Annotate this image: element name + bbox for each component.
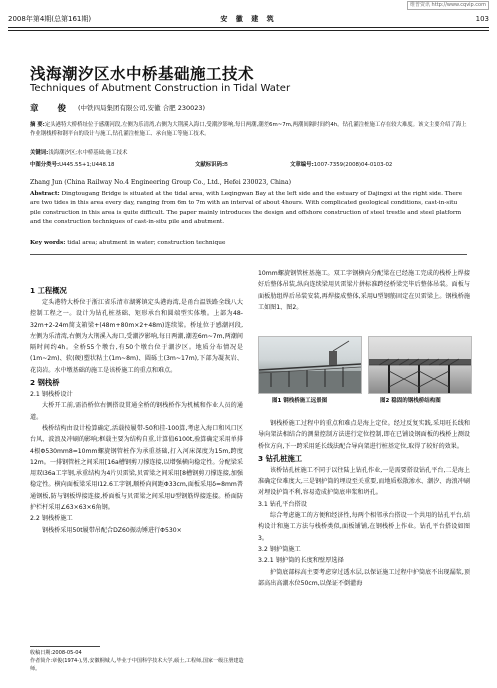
header-rule-thin <box>8 30 489 31</box>
doc-code: 文献标识码:B <box>195 162 228 168</box>
author-bio: 作者简介:章俊(1974-),男,安徽桐城人,毕业于中国科学技术大学,硕士,工程师,国家一级注册建造师。 <box>30 658 244 673</box>
subsection-heading: 3.1 钻孔平台搭设 <box>258 500 307 508</box>
subsection-heading: 3.2.1 钢护筒的长度和壁厚选择 <box>258 557 344 565</box>
body-paragraph: 10mm螺旋钢管桩基施工。双工字钢横向分配梁在已经施工完成的栈桥上焊接好后整体吊装,纵向连续梁用贝雷梁片拼标准跨径桥梁完毕后整体吊装。面板与面板肋组焊后吊装安装,再焊接成整体,采用U型钢筋固定在贝雷梁上。钢栈桥施工如图1、图2。 <box>258 270 470 311</box>
footnote-rule <box>30 646 100 647</box>
keywords-text: 浅海潮汐区;水中桥基础;施工技术 <box>48 150 128 156</box>
figure-2-caption: 图2 稳固的钢栈桥结构图 <box>380 398 441 404</box>
figure-trestle-distant-view <box>258 336 362 394</box>
received-date: 收稿日期:2008-05-04 <box>30 650 82 656</box>
figure-row <box>258 336 470 392</box>
body-paragraph: 大桥开工前,需沿桥位右侧搭设贯通全桥的钢栈桥作为机械和作业人员的通道。 <box>30 402 243 421</box>
clc-number: 中图分类号:U445.55+1;U448.18 <box>30 162 115 168</box>
abstract-zh <box>30 121 467 139</box>
body-column-left <box>30 284 243 536</box>
running-header <box>8 14 489 25</box>
body-paragraph: 该桥钻孔桩施工不同于以往陆上钻孔作业,一是需要搭设钻孔平台,二是海上准确定位难度大,三是钢护筒的埋设至关重要,而地质松散渗水、潮汐、海浪冲刷对埋设护筒不利,容易造成护筒底串浆和坍孔。 <box>258 466 470 497</box>
trestle-photo-illustration <box>259 337 361 393</box>
body-paragraph: 护筒底部标高主要考虑穿过透水层,以保证施工过程中护筒底不出现漏浆,顶部高出高潮水位50cm,以保证不倒灌海 <box>258 568 470 587</box>
article-number: 文章编号:1007-7359(2008)04-0103-02 <box>290 162 393 168</box>
author-affiliation: (中铁四局集团有限公司,安徽 合肥 230023) <box>78 104 206 112</box>
author-english: Zhang Jun (China Railway No.4 Engineering Group Co., Ltd., Hefei 230023, China) <box>30 179 291 186</box>
trestle-structure-illustration <box>369 337 471 393</box>
section-heading: 3 钻孔桩施工 <box>258 453 303 463</box>
watermark-stamp: 维普资讯 http://www.cqvip.com <box>407 1 489 10</box>
abstract-label: 摘 要: <box>30 122 45 128</box>
journal-name: 安 徽 建 筑 <box>220 15 277 23</box>
body-column-right-top <box>258 268 470 313</box>
figure-1-caption: 图1 钢栈桥施工远景图 <box>272 398 328 404</box>
body-paragraph: 钢栈桥施工过程中的重点和难点是海上定位。经过反复实践,采用旺长线和导向架法相结合的测量控制方法进行定位控制,即在已铺设钢面板的栈桥上测设桥位方向,下一跨采用延长线法配合导向架进行桩基定位,取得了较好的效果。 <box>258 420 470 450</box>
header-rule <box>8 27 489 28</box>
figure-trestle-structure <box>368 336 472 394</box>
footnote <box>30 649 245 674</box>
abstract-separator <box>30 254 467 255</box>
title-english: Techniques of Abutment Construction in Tidal Water <box>30 83 291 94</box>
section-heading: 2 钢栈桥 <box>30 378 60 388</box>
subsection-heading: 2.1 钢栈桥设计 <box>30 391 73 399</box>
subsection-heading: 2.2 钢栈桥施工 <box>30 515 73 523</box>
page-number: 103 <box>475 15 489 23</box>
body-paragraph: 定头港特大桥位于浙江省乐清市湖雾镇定头港海湾,是甬台温铁路全线八大控制工程之一。设计为钻孔桩基础、矩形承台和圆端型实体墩。上部为48-32m+2-24m简支箱梁+(48m+80m×2+48m)连续梁。桥址位于感潮河段,左侧为乐清湾,右侧为大荆溪入海口,受潮汐影响,每日两潮,潮差6m~7m,两潮间隔时间约4h。全桥55个墩台,有50个墩台位于潮汐区。地质分布情况是(1m~2m)、软(硬)塑状粘土(1m~8m)、圆砾土(3m~17m),下部为凝灰岩、花岗岩。水中墩基础的施工是该桥施工的重点和难点。 <box>30 299 243 374</box>
keywords-zh <box>30 149 467 158</box>
body-paragraph: 综合考虑施工的方便和经济性,每两个相邻承台搭设一个共用的钻孔平台,结构设计和施工方法与栈桥类似,面板铺铺,在钢栈桥上作业。钻孔平台搭设如图3。 <box>258 512 470 542</box>
subsection-heading: 3.2 钢护筒施工 <box>258 545 301 553</box>
title-chinese: 浅海潮汐区水中桥基础施工技术 <box>30 65 255 83</box>
section-heading: 1 工程概况 <box>30 286 67 295</box>
keywords-english: Key words: tidal area; abutment in water; construction technique <box>30 240 226 246</box>
body-paragraph: 栈桥结构由设计检算确定,活载按履带-50和挂-100算,考虑入海口和风口区台风、波浪及冲刷的影响;框载主要为结构自重,计算值6100t,验算确定采用单排4根Φ530mm8=10mm螺旋钢管桩作为承重基础,打入河床深度为15m,跨度12m。一排钢管桩之间采用[16a槽钢剪刀撑连接,以增强横向稳定性。分配梁采用双I36a工字钢,承重结构为4片贝雷梁,贝雷梁之间采用[8槽钢剪刀撑连接,加强稳定性。横向面板梁采用I12.6工字钢,顺桥向间距Φ33cm,面板采用δ=8mm普通钢板,防与钢板焊接连接,桥面板与贝雷梁之间采用U型钢筋焊接连接。桥面防护栏杆采用∠63×63×6角钢。 <box>30 424 243 512</box>
abstract-text: 定头港特大桥桥址位于感潮河段,左侧为乐清湾,右侧为大荆溪入海口,受潮汐影响,每日两潮,潮差6m~7m,两潮间隔时间约4h。钻孔灌注桩施工存在较大难度。该文主要介绍了海上作业钢栈桥和钢平台的设计与施工,钻孔灌注桩施工、承台施工等施工技术。 <box>30 122 467 138</box>
keywords-label: 关键词: <box>30 150 49 156</box>
body-column-right-bottom <box>258 418 470 589</box>
issue-info: 2008年第4期(总第161期) <box>8 15 92 23</box>
abstract-english: Abstract: Dingtougang Bridge is situated at the tidal area, with Leqingwan Bay at the left side and the estuary of Dajingxi at the right side. There are two tides in this area every day, ranging from 6m to 7m with an interval of about 4hours. With complicated geological conditions, cast-in-situ pile construction in this area is quite difficult. The paper mainly introduces the design and offshore construction of steel trestle and steel platform and the construction techniques of cast-in-situ pile and abutment. <box>30 191 463 226</box>
body-paragraph: 钢栈桥采用50t履带吊配合DZ60振动锤进行Φ530× <box>42 526 182 534</box>
author-name: 章 俊 <box>30 104 74 114</box>
